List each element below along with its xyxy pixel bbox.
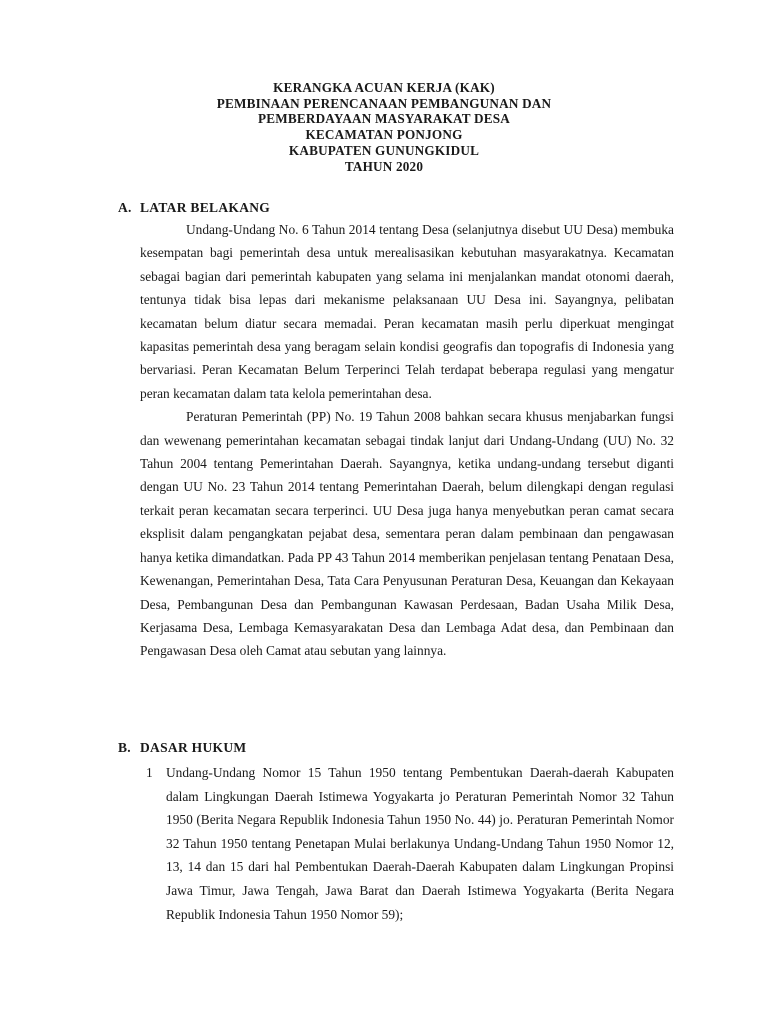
section-a-title: LATAR BELAKANG [140, 200, 271, 215]
section-a-letter: A. [118, 200, 132, 215]
list-item-number: 1 [146, 765, 153, 780]
section-b-heading [118, 740, 246, 756]
title-line-3: PEMBERDAYAAN MASYARAKAT DESA [257, 111, 511, 127]
title-line-5: KABUPATEN GUNUNGKIDUL [288, 142, 480, 158]
section-a-body [140, 218, 674, 663]
section-b-title: DASAR HUKUM [140, 740, 247, 755]
title-line-2: PEMBINAAN PERENCANAAN PEMBANGUNAN DAN [216, 95, 552, 111]
paragraph: Undang-Undang No. 6 Tahun 2014 tentang Desa (selanjutnya disebut UU Desa) membuka kesempatan bagi pemerintah desa untuk merealisasikan kebutuhan masyarakatnya. Kecamatan sebagai bagian dari pemerintah kabupaten yang selama ini menjalankan mandat otonomi daerah, tentunya tidak bisa lepas dari mekanisme pelaksanaan UU Desa ini. Sayangnya, pelibatan kecamatan belum diatur secara memadai. Peran kecamatan masih perlu diperkuat mengingat kapasitas pemerintah desa yang beragam selain kondisi geografis dan topografis di Indonesia yang bervariasi. Peran Kecamatan Belum Terperinci Telah terdapat beberapa regulasi yang mengatur peran kecamatan dalam tata kelola pemerintahan desa. [140, 222, 674, 401]
section-b-list [146, 761, 674, 926]
paragraph: Peraturan Pemerintah (PP) No. 19 Tahun 2008 bahkan secara khusus menjabarkan fungsi dan wewenang pemerintahan kecamatan sebagai tindak lanjut dari Undang-Undang (UU) No. 32 Tahun 2004 tentang Pemerintahan Daerah. Sayangnya, ketika undang-undang tersebut diganti dengan UU No. 23 Tahun 2014 tentang Pemerintahan Daerah, belum dilengkapi dengan regulasi terkait peran kecamatan secara terperinci. UU Desa juga hanya menyebutkan peran camat secara eksplisit dalam pengangkatan pejabat desa, sementara peran dalam pembinaan dan pengawasan hanya ketika dimandatkan. Pada PP 43 Tahun 2014 memberikan penjelasan tentang Penataan Desa, Kewenangan, Pemerintahan Desa, Tata Cara Penyusunan Peraturan Desa, Keuangan dan Kekayaan Desa, Pembangunan Desa dan Pembangunan Kawasan Perdesaan, Badan Usaha Milik Desa, Kerjasama Desa, Lembaga Kemasyarakatan Desa dan Lembaga Adat desa, dan Pembinaan dan Pengawasan Desa oleh Camat atau sebutan yang lainnya. [140, 409, 674, 659]
section-b-letter: B. [118, 740, 131, 755]
title-line-6: TAHUN 2020 [344, 158, 424, 174]
list-item [146, 761, 674, 926]
title-line-4: KECAMATAN PONJONG [305, 127, 463, 143]
section-a-heading [118, 200, 270, 216]
document-title [0, 80, 768, 174]
title-line-1: KERANGKA ACUAN KERJA (KAK) [273, 80, 495, 95]
list-item-text: Undang-Undang Nomor 15 Tahun 1950 tentang Pembentukan Daerah-daerah Kabupaten dalam Lingkungan Daerah Istimewa Yogyakarta jo Peraturan Pemerintah Nomor 32 Tahun 1950 (Berita Negara Republik Indonesia Tahun 1950 No. 44) jo. Peraturan Pemerintah Nomor 32 Tahun 1950 tentang Penetapan Mulai berlakunya Undang-Undang Tahun 1950 Nomor 12, 13, 14 dan 15 dari hal Pembentukan Daerah-Daerah Kabupaten dalam Lingkungan Propinsi Jawa Timur, Jawa Tengah, Jawa Barat dan Daerah Istimewa Yogyakarta (Berita Negara Republik Indonesia Tahun 1950 Nomor 59); [166, 765, 674, 922]
